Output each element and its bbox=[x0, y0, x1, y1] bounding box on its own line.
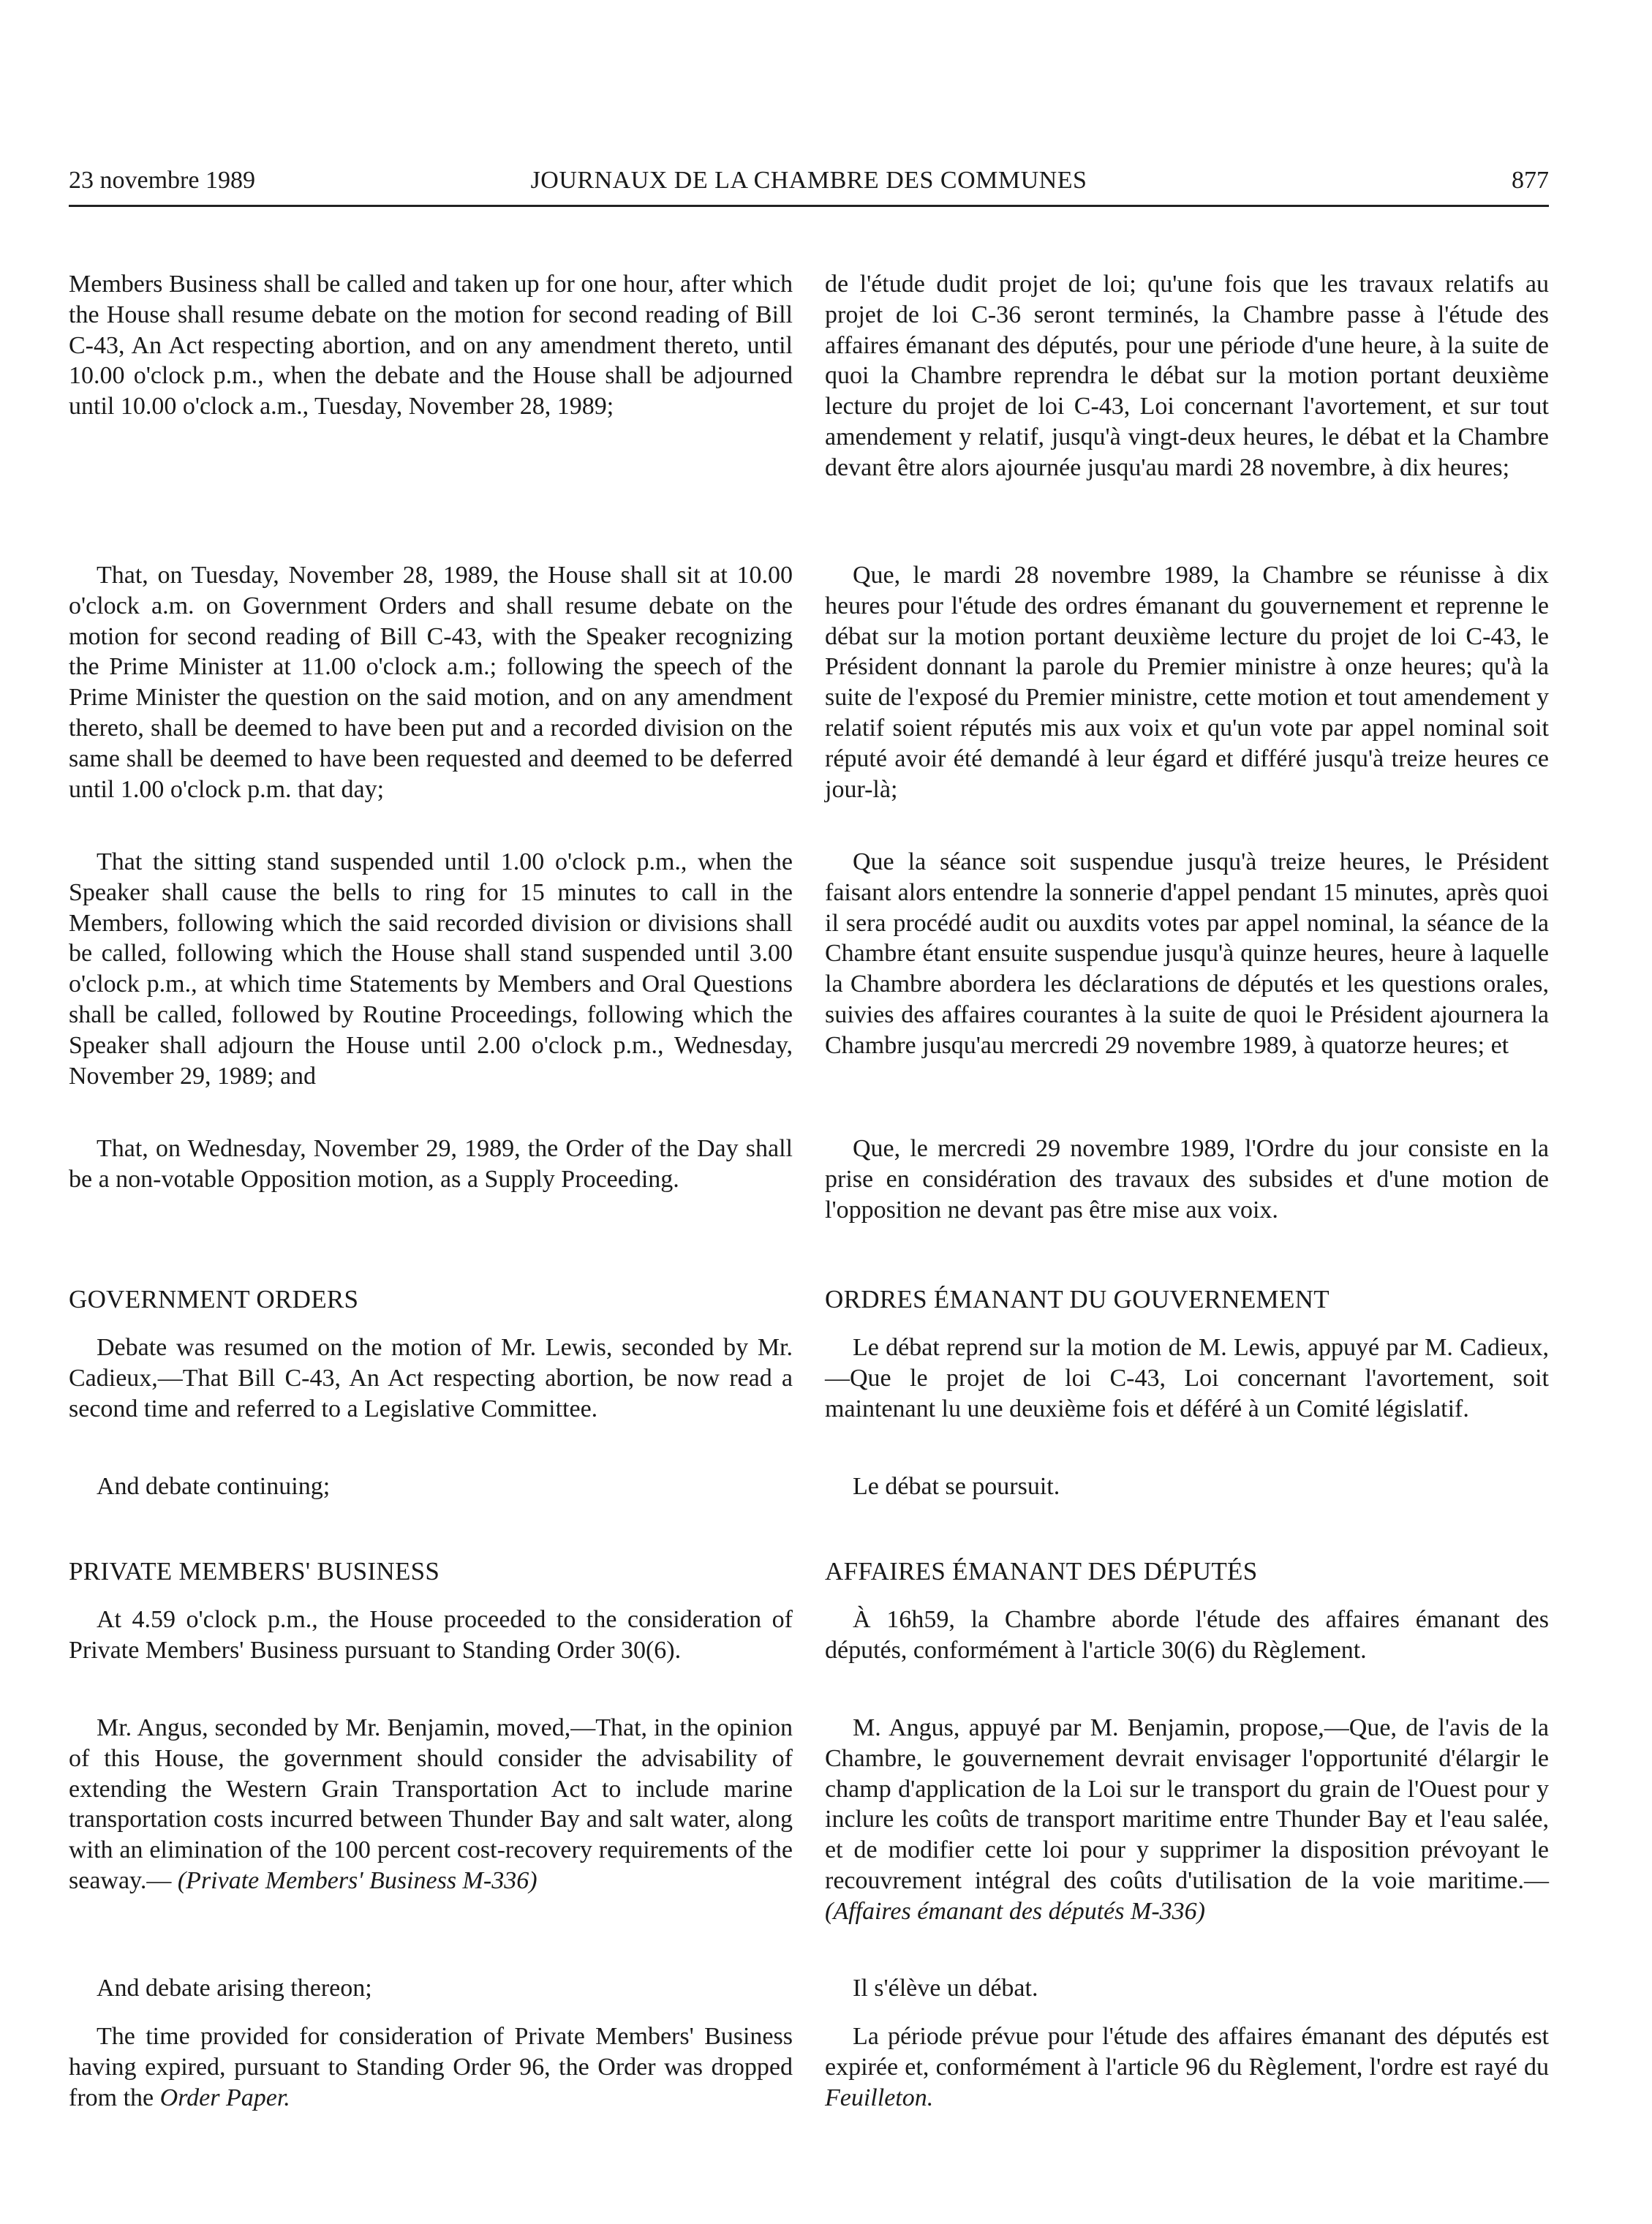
en-debate-arising-paragraph bbox=[69, 1973, 793, 2004]
en-order-paper-title: Order Paper. bbox=[159, 2084, 290, 2111]
fr-mardi-text: Que, le mardi 28 novembre 1989, la Chambre se réunisse à dix heures pour l'étude des ordres émanant du gouvernement et reprenne le débat sur la motion portant deuxième lecture du projet de loi C-43, le Président donnant la parole du Premier ministre à onze heures; qu'à la suite de l'exposé du Premier ministre, cette motion et tout amendement y relatif soient réputés mis aux voix et qu'un vote par appel nominal soit réputé avoir été demandé à leur égard et différé jusqu'à treize heures ce jour-là; bbox=[825, 562, 1549, 803]
fr-affaires-heading: AFFAIRES ÉMANANT DES DÉPUTÉS bbox=[825, 1557, 1258, 1586]
en-tuesday-paragraph bbox=[69, 560, 793, 804]
fr-debat-poursuit-text: Le débat se poursuit. bbox=[853, 1473, 1060, 1500]
en-angus-motion bbox=[69, 1713, 793, 1896]
header-date: 23 novembre 1989 bbox=[69, 167, 255, 194]
fr-mercredi-text: Que, le mercredi 29 novembre 1989, l'Ordre du jour consiste en la prise en considération des travaux des subsides et d'une motion de l'opposition ne devant pas être mise aux voix. bbox=[825, 1135, 1549, 1224]
fr-feuilleton-title: Feuilleton. bbox=[825, 2084, 934, 2111]
en-angus-motion-paragraph bbox=[69, 1713, 793, 1896]
fr-angus-propose-reference: (Affaires émanant des députés M-336) bbox=[825, 1897, 1205, 1925]
fr-angus-propose-paragraph bbox=[825, 1713, 1549, 1927]
fr-periode-paragraph bbox=[825, 2021, 1549, 2113]
fr-periode-text: La période prévue pour l'étude des affaires émanant des députés est expirée et, conformément à l'article 96 du Règlement, l'ordre est rayé du bbox=[825, 2023, 1549, 2081]
en-time-provided-paragraph bbox=[69, 2021, 793, 2113]
fr-angus-propose bbox=[825, 1713, 1549, 1927]
en-time-provided bbox=[69, 2021, 793, 2113]
fr-seance-suspendue-paragraph bbox=[825, 847, 1549, 1061]
fr-debat-poursuit-paragraph bbox=[825, 1471, 1549, 1502]
fr-etude-paragraph bbox=[825, 269, 1549, 483]
en-wednesday-paragraph bbox=[69, 1134, 793, 1195]
fr-mardi-paragraph bbox=[825, 560, 1549, 804]
en-time-provided-text: The time provided for consideration of Private Members' Business having expired, pursuant to Standing Order 96, the Order was dropped from the bbox=[69, 2023, 793, 2111]
en-sitting-suspended-text: That the sitting stand suspended until 1.00 o'clock p.m., when the Speaker shall cause the bells to ring for 15 minutes to call in the Members, following which the said recorded division or divisions shall be called, following which the House shall stand suspended until 3.00 o'clock p.m., at which time Statements by Members and Oral Questions shall be called, followed by Routine Proceedings, following which the Speaker shall adjourn the House until 2.00 o'clock p.m., Wednesday, November 29, 1989; and bbox=[69, 848, 793, 1090]
en-at-459-paragraph bbox=[69, 1605, 793, 1666]
fr-16h59-paragraph bbox=[825, 1605, 1549, 1666]
fr-mercredi-paragraph bbox=[825, 1134, 1549, 1225]
fr-debat-reprend-paragraph bbox=[825, 1332, 1549, 1424]
fr-etude-text: de l'étude dudit projet de loi; qu'une fois que les travaux relatifs au projet de loi C-36 seront terminés, la Chambre passe à l'étude des affaires émanant des députés, pour une période d'une heure, à la suite de quoi la Chambre reprendra le débat sur la motion portant deuxième lecture du projet de loi C-43, Loi concernant l'avortement, et sur tout amendement y relatif, jusqu'à vingt-deux heures, le débat et la Chambre devant être alors ajournée jusqu'au mardi 28 novembre, à dix heures; bbox=[825, 271, 1549, 481]
journal-title: JOURNAUX DE LA CHAMBRE DES COMMUNES bbox=[530, 167, 1087, 194]
en-debate-resumed-paragraph bbox=[69, 1332, 793, 1424]
en-government-orders-heading: GOVERNMENT ORDERS bbox=[69, 1285, 359, 1313]
en-debate-arising-text: And debate arising thereon; bbox=[97, 1975, 372, 2002]
en-angus-motion-reference: (Private Members' Business M-336) bbox=[177, 1866, 538, 1894]
en-debate-continuing-text: And debate continuing; bbox=[97, 1473, 331, 1500]
en-at-459-text: At 4.59 o'clock p.m., the House proceeded to the consideration of Private Members' Business pursuant to Standing Order 30(6). bbox=[69, 1606, 793, 1664]
en-angus-motion-text: Mr. Angus, seconded by Mr. Benjamin, moved,—That, in the opinion of this House, the government should consider the advisability of extending the Western Grain Transportation Act to include marine transportation costs incurred between Thunder Bay and salt water, along with an elimination of the 100 percent cost-recovery requirements of the seaway.— bbox=[69, 1714, 793, 1894]
en-sitting-suspended-paragraph bbox=[69, 847, 793, 1091]
fr-seleve-debat-paragraph bbox=[825, 1973, 1549, 2004]
en-members-business-text: Members Business shall be called and taken up for one hour, after which the House shall resume debate on the motion for second reading of Bill C-43, An Act respecting abortion, and on any amendment thereto, until 10.00 o'clock p.m., when the debate and the House shall be adjourned until 10.00 o'clock a.m., Tuesday, November 28, 1989; bbox=[69, 271, 793, 421]
fr-ordres-heading: ORDRES ÉMANANT DU GOUVERNEMENT bbox=[825, 1285, 1329, 1313]
fr-debat-reprend-text: Le débat reprend sur la motion de M. Lewis, appuyé par M. Cadieux,—Que le projet de loi C-43, Loi concernant l'avortement, soit maintenant lu une deuxième fois et déféré à un Comité législatif. bbox=[825, 1334, 1549, 1422]
en-debate-continuing-paragraph bbox=[69, 1471, 793, 1502]
en-tuesday-text: That, on Tuesday, November 28, 1989, the House shall sit at 10.00 o'clock a.m. on Government Orders and shall resume debate on the motion for second reading of Bill C-43, with the Speaker recognizing the Prime Minister at 11.00 o'clock a.m.; following the speech of the Prime Minister the question on the said motion, and on any amendment thereto, shall be deemed to have been put and a recorded division on the same shall be deemed to have been requested and deemed to be deferred until 1.00 o'clock p.m. that day; bbox=[69, 562, 793, 803]
page-header bbox=[69, 164, 1549, 207]
en-private-members-heading: PRIVATE MEMBERS' BUSINESS bbox=[69, 1557, 440, 1586]
en-debate-resumed-text: Debate was resumed on the motion of Mr. Lewis, seconded by Mr. Cadieux,—That Bill C-43, An Act respecting abortion, be now read a second time and referred to a Legislative Committee. bbox=[69, 1334, 793, 1422]
fr-seance-suspendue-text: Que la séance soit suspendue jusqu'à treize heures, le Président faisant alors entendre la sonnerie d'appel pendant 15 minutes, après quoi il sera procédé audit ou auxdits votes par appel nominal, la séance de la Chambre étant ensuite suspendue jusqu'à quinze heures, heure à laquelle la Chambre abordera les déclarations de députés et les questions orales, suivies des affaires courantes à la suite de quoi le Président ajournera la Chambre jusqu'au mercredi 29 novembre 1989, à quatorze heures; et bbox=[825, 848, 1549, 1059]
fr-angus-propose-text: M. Angus, appuyé par M. Benjamin, propose,—Que, de l'avis de la Chambre, le gouvernement devrait envisager l'opportunité d'élargir le champ d'application de la Loi sur le transport du grain de l'Ouest pour y inclure les coûts de transport maritime entre Thunder Bay et l'eau salée, et de modifier cette loi pour y supprimer la disposition prévoyant le recouvrement intégral des coûts d'utilisation de la voie maritime.— bbox=[825, 1714, 1549, 1894]
fr-16h59-text: À 16h59, la Chambre aborde l'étude des affaires émanant des députés, conformément à l'article 30(6) du Règlement. bbox=[825, 1606, 1549, 1664]
fr-periode bbox=[825, 2021, 1549, 2113]
en-members-business-paragraph bbox=[69, 269, 793, 422]
page-number: 877 bbox=[1512, 167, 1549, 194]
fr-seleve-debat-text: Il s'élève un débat. bbox=[853, 1975, 1038, 2002]
en-wednesday-text: That, on Wednesday, November 29, 1989, the Order of the Day shall be a non-votable Opposition motion, as a Supply Proceeding. bbox=[69, 1135, 793, 1193]
